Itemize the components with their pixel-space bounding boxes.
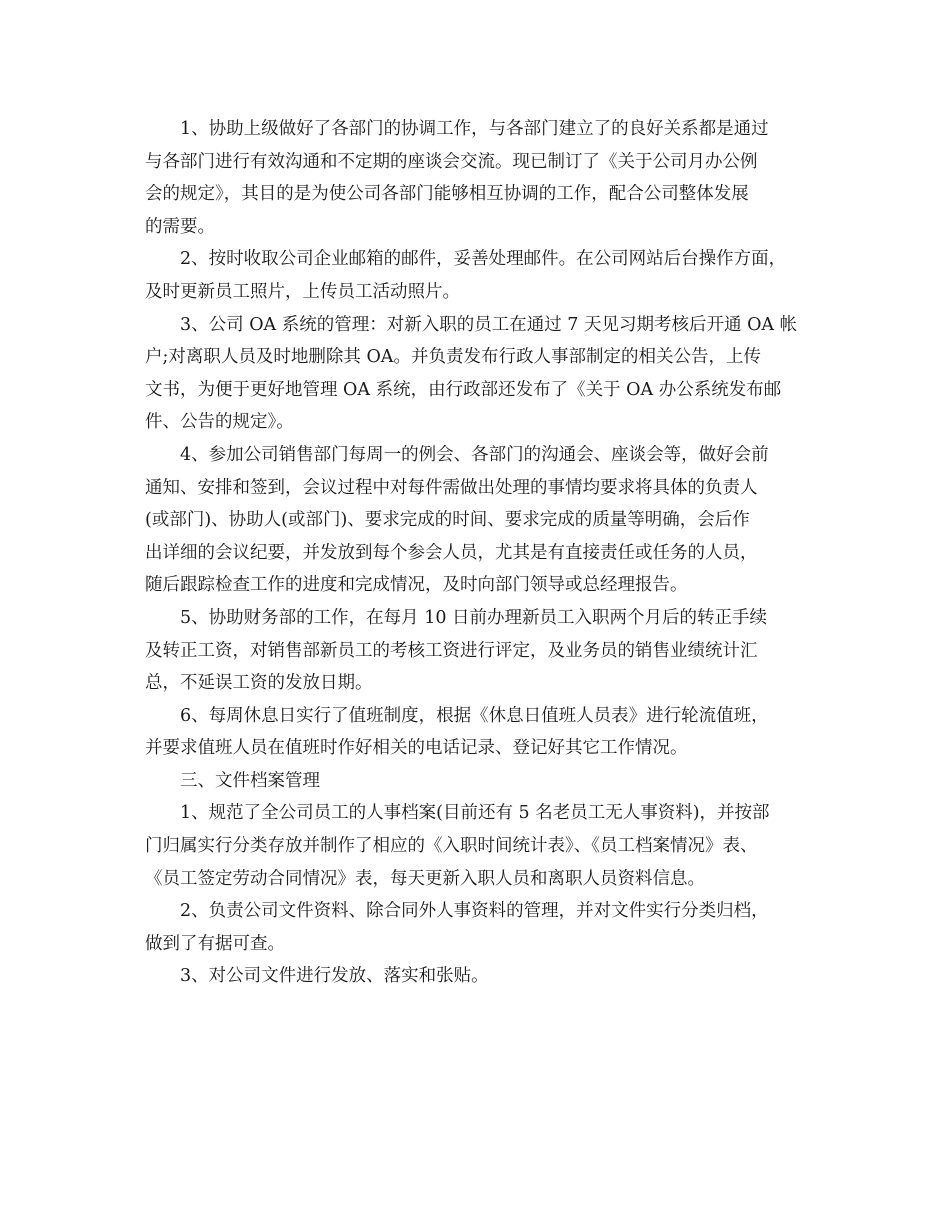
text-line: 随后跟踪检查工作的进度和完成情况，及时向部门领导或总经理报告。 xyxy=(145,575,688,596)
paragraph xyxy=(145,309,810,439)
text-line: 5、协助财务部的工作，在每月 10 日前办理新员工入职两个月后的转正手续 xyxy=(180,607,768,628)
paragraph xyxy=(145,960,810,993)
text-line: 4、参加公司销售部门每周一的例会、各部门的沟通会、座谈会等，做好会前 xyxy=(180,444,769,465)
text-line: 3、对公司文件进行发放、落实和张贴。 xyxy=(180,966,489,987)
text-line: 出详细的会议纪要，并发放到每个参会人员，尤其是有直接责任或任务的人员， xyxy=(145,542,758,563)
paragraph xyxy=(145,602,810,700)
text-line: 1、规范了全公司员工的人事档案(目前还有 5 名老员工无人事资料)，并按部 xyxy=(180,803,770,824)
text-line: 及转正工资，对销售部新员工的考核工资进行评定，及业务员的销售业绩统计汇 xyxy=(145,640,758,661)
text-line: 件、公告的规定》。 xyxy=(145,412,294,433)
text-line: 1、协助上级做好了各部门的协调工作，与各部门建立了的良好关系都是通过 xyxy=(180,119,769,139)
text-line: 做到了有据可查。 xyxy=(145,933,285,954)
paragraph xyxy=(145,797,810,895)
text-line: 户;对离职人员及时地删除其 OA。并负责发布行政人事部制定的相关公告，上传 xyxy=(145,347,761,368)
text-line: 《员工签定劳动合同情况》表，每天更新入职人员和离职人员资料信息。 xyxy=(145,868,705,889)
text-line: 与各部门进行有效沟通和不定期的座谈会交流。现已制订了《关于公司月办公例 xyxy=(145,151,758,172)
text-line: 及时更新员工照片，上传员工活动照片。 xyxy=(145,281,460,302)
section-heading-text: 三、文件档案管理 xyxy=(180,770,320,791)
text-line: 门归属实行分类存放并制作了相应的《入职时间统计表》、《员工档案情况》表、 xyxy=(145,836,758,857)
text-line: (或部门)、协助人(或部门)、要求完成的时间、要求完成的质量等明确，会后作 xyxy=(145,510,750,531)
paragraph xyxy=(145,113,810,243)
paragraph xyxy=(145,700,810,765)
text-line: 的需要。 xyxy=(145,216,215,237)
document-body xyxy=(145,113,810,993)
text-line: 会的规定》，其目的是为使公司各部门能够相互协调的工作，配合公司整体发展 xyxy=(145,184,749,205)
text-line: 文书，为便于更好地管理 OA 系统，由行政部还发布了《关于 OA 办公系统发布邮 xyxy=(145,379,782,400)
text-line: 总，不延误工资的发放日期。 xyxy=(145,673,373,694)
text-line: 6、每周休息日实行了值班制度，根据《休息日值班人员表》进行轮流值班， xyxy=(180,705,769,726)
text-line: 3、公司 OA 系统的管理：对新入职的员工在通过 7 天见习期考核后开通 OA 帐 xyxy=(180,314,798,335)
paragraph xyxy=(145,439,810,602)
text-line: 通知、安排和签到，会议过程中对每件需做出处理的事情均要求将具体的负责人 xyxy=(145,477,758,498)
text-line: 并要求值班人员在值班时作好相关的电话记录、登记好其它工作情况。 xyxy=(145,738,688,759)
paragraph xyxy=(145,895,810,960)
paragraph xyxy=(145,243,810,308)
text-line: 2、负责公司文件资料、除合同外人事资料的管理，并对文件实行分类归档， xyxy=(180,901,769,922)
section-heading xyxy=(145,765,810,798)
text-line: 2、按时收取公司企业邮箱的邮件，妥善处理邮件。在公司网站后台操作方面， xyxy=(180,249,787,270)
